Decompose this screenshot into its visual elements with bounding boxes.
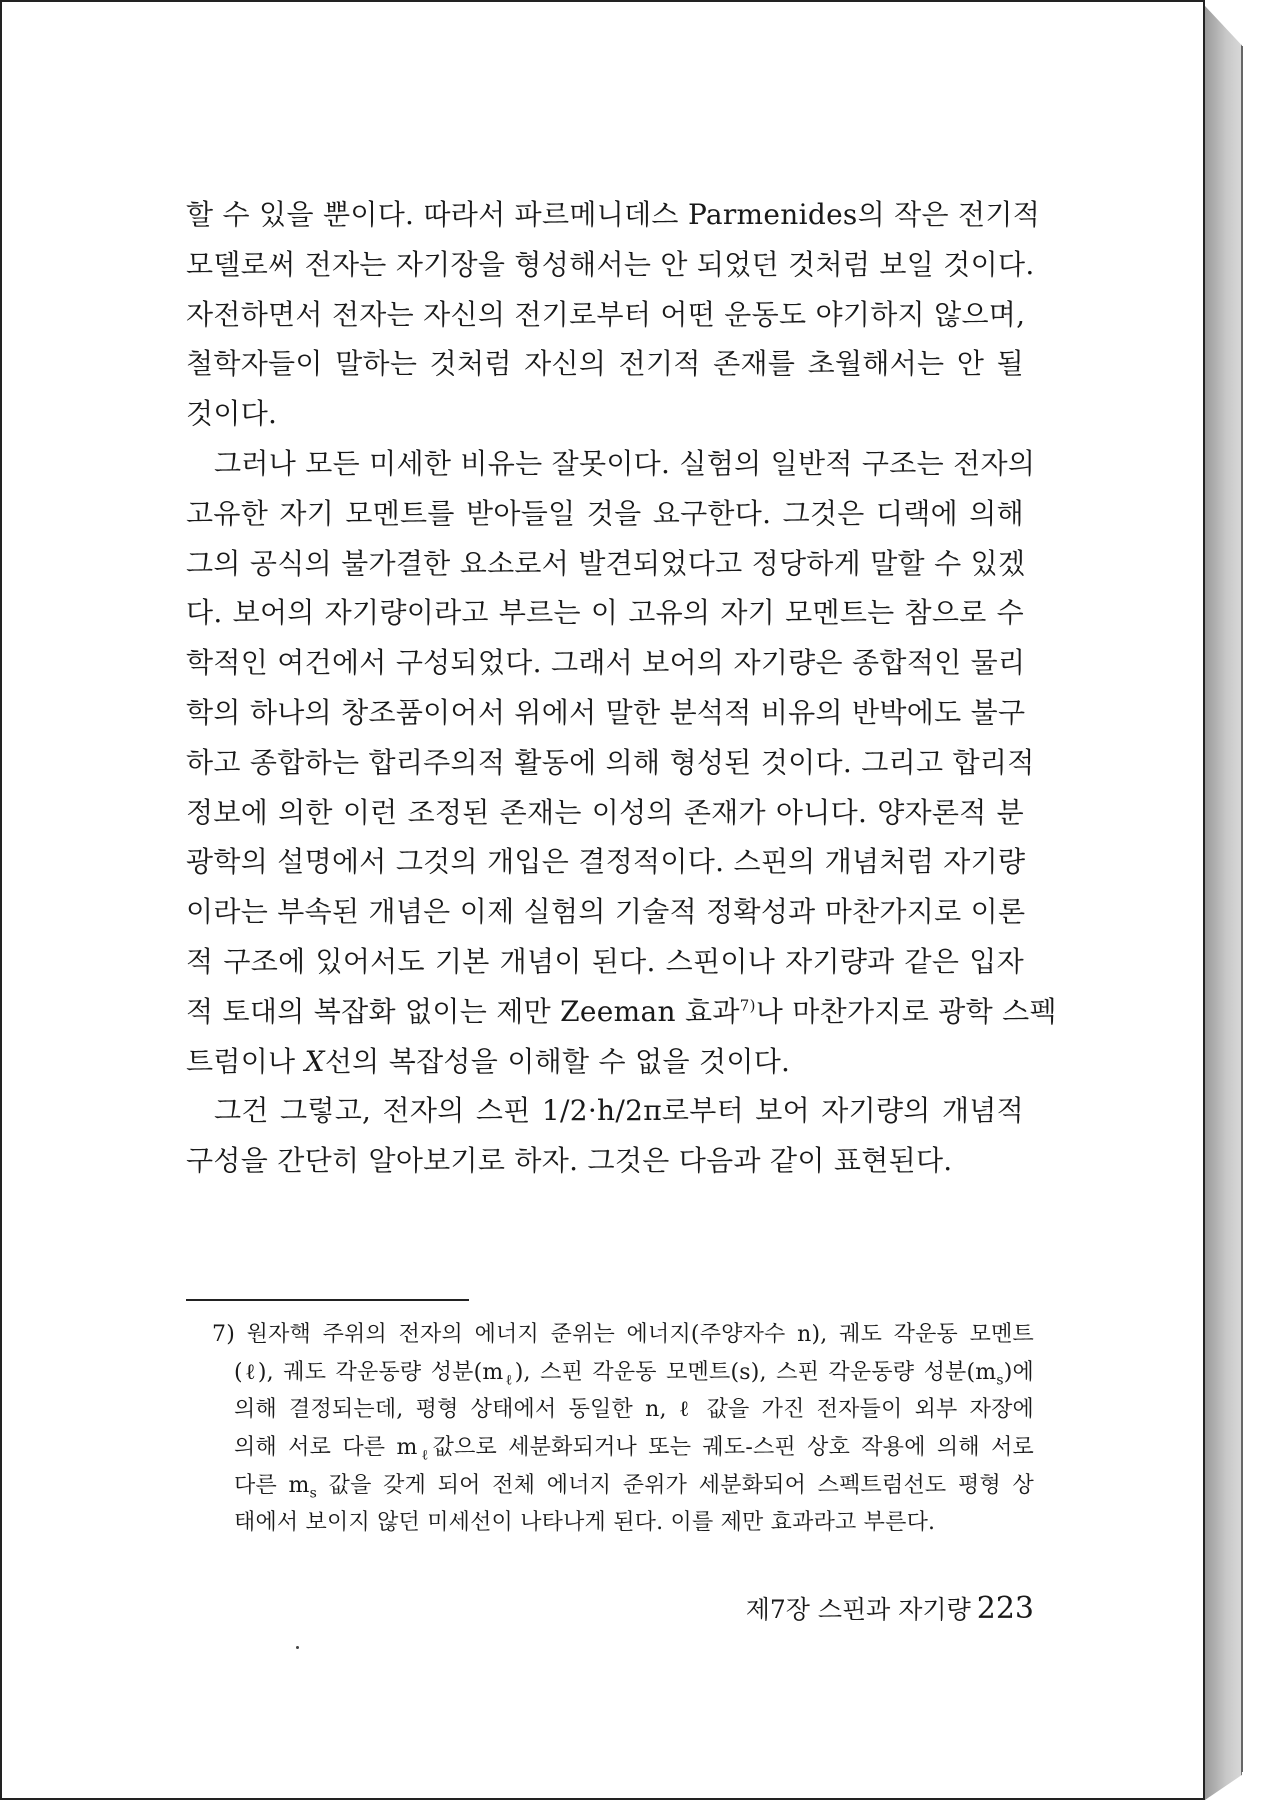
text-segment: 적 토대의 복잡화 없이는 제만 Zeeman 효과 <box>186 994 740 1028</box>
page-stack-edge <box>1205 6 1242 1800</box>
footnote-line <box>214 1429 1034 1467</box>
paragraph-2 <box>186 439 1057 1086</box>
text-segment: 값으로 세분화되거나 또는 궤도-스핀 상호 작용에 의해 서로 <box>432 1435 1034 1461</box>
footnote-line: 의해 결정되는데, 평형 상태에서 동일한 n, ℓ 값을 가진 전자들이 외부 자장에 <box>234 1397 1034 1423</box>
page-number: 223 <box>976 1591 1034 1626</box>
subscript: s <box>309 1485 317 1502</box>
footnote-line <box>214 1354 1034 1392</box>
subscript: ℓ <box>417 1447 433 1464</box>
text-line: 정보에 의한 이런 조정된 존재는 이성의 존재가 아니다. 양자론적 분 <box>186 795 1024 829</box>
page-stack-shadow <box>1241 46 1243 1772</box>
text-line: 모델로써 전자는 자기장을 형성해서는 안 되었던 것처럼 보일 것이다. <box>186 247 1035 281</box>
text-segment: )에 <box>1003 1359 1034 1385</box>
text-segment: 나 마찬가지로 광학 스펙 <box>755 994 1057 1028</box>
text-segment: 다른 m <box>234 1472 310 1498</box>
text-segment: (ℓ), 궤도 각운동량 성분(m <box>234 1359 504 1385</box>
text-line: 구성을 간단히 알아보기로 하자. 그것은 다음과 같이 표현된다. <box>186 1144 953 1178</box>
text-line: 철학자들이 말하는 것처럼 자신의 전기적 존재를 초월해서는 안 될 <box>186 347 1024 381</box>
text-segment: 트럼이나 <box>186 1044 305 1078</box>
text-line: 것이다. <box>186 397 278 431</box>
text-line <box>186 1037 1024 1087</box>
text-line: 하고 종합하는 합리주의적 활동에 의해 형성된 것이다. 그리고 합리적 <box>186 745 1035 779</box>
text-line: 다. 보어의 자기량이라고 부르는 이 고유의 자기 모멘트는 참으로 수 <box>186 596 1024 630</box>
footnote-line: 7) 원자핵 주위의 전자의 에너지 준위는 에너지(주양자수 n), 궤도 각운동 모멘트 <box>212 1322 1034 1347</box>
text-segment: 의해 서로 다른 m <box>234 1435 418 1461</box>
subscript: ℓ <box>503 1372 515 1389</box>
text-line: 자전하면서 전자는 자신의 전기로부터 어떤 운동도 야기하지 않으며, <box>186 297 1026 331</box>
text-line: 학의 하나의 창조품이어서 위에서 말한 분석적 비유의 반박에도 불구 <box>186 695 1026 729</box>
text-line: 그러나 모든 미세한 비유는 잘못이다. 실험의 일반적 구조는 전자의 <box>214 446 1036 480</box>
footnote-line <box>214 1467 1034 1505</box>
text-line: 광학의 설명에서 그것의 개입은 결정적이다. 스핀의 개념처럼 자기량 <box>186 845 1026 879</box>
scan-speck <box>296 1646 299 1649</box>
variable-x: X <box>304 1044 325 1078</box>
text-segment: ), 스핀 각운동 모멘트(s), 스핀 각운동량 성분(m <box>514 1359 997 1385</box>
text-line-with-footnote-ref <box>186 987 1057 1037</box>
footnote <box>214 1316 1034 1542</box>
footnote-line: 태에서 보이지 않던 미세선이 나타나게 된다. 이를 제만 효과라고 부른다. <box>234 1510 936 1536</box>
chapter-title: 제7장 스핀과 자기량 <box>745 1595 971 1624</box>
text-segment: 선의 복잡성을 이해할 수 없을 것이다. <box>324 1044 791 1078</box>
text-line: 적 구조에 있어서도 기본 개념이 된다. 스핀이나 자기량과 같은 입자 <box>186 944 1024 978</box>
subscript: s <box>996 1372 1004 1389</box>
text-line: 그건 그렇고, 전자의 스핀 1/2·h/2π로부터 보어 자기량의 개념적 <box>214 1094 1024 1128</box>
body-text <box>186 190 1057 1186</box>
text-line: 그의 공식의 불가결한 요소로서 발견되었다고 정당하게 말할 수 있겠 <box>186 546 1026 580</box>
footnote-reference: 7) <box>739 996 756 1015</box>
text-line: 고유한 자기 모멘트를 받아들일 것을 요구한다. 그것은 디랙에 의해 <box>186 496 1024 530</box>
text-segment: 값을 갖게 되어 전체 에너지 준위가 세분화되어 스펙트럼선도 평형 상 <box>317 1472 1034 1498</box>
footnote-separator <box>186 1299 469 1301</box>
paragraph-3 <box>186 1086 1024 1186</box>
text-line: 할 수 있을 뿐이다. 따라서 파르메니데스 Parmenides의 작은 전기적 <box>186 198 1041 231</box>
text-line: 이라는 부속된 개념은 이제 실험의 기술적 정확성과 마찬가지로 이론 <box>186 895 1026 929</box>
running-footer <box>728 1592 1034 1627</box>
text-line: 학적인 여건에서 구성되었다. 그래서 보어의 자기량은 종합적인 물리 <box>186 646 1026 680</box>
paragraph-1 <box>186 190 1041 439</box>
